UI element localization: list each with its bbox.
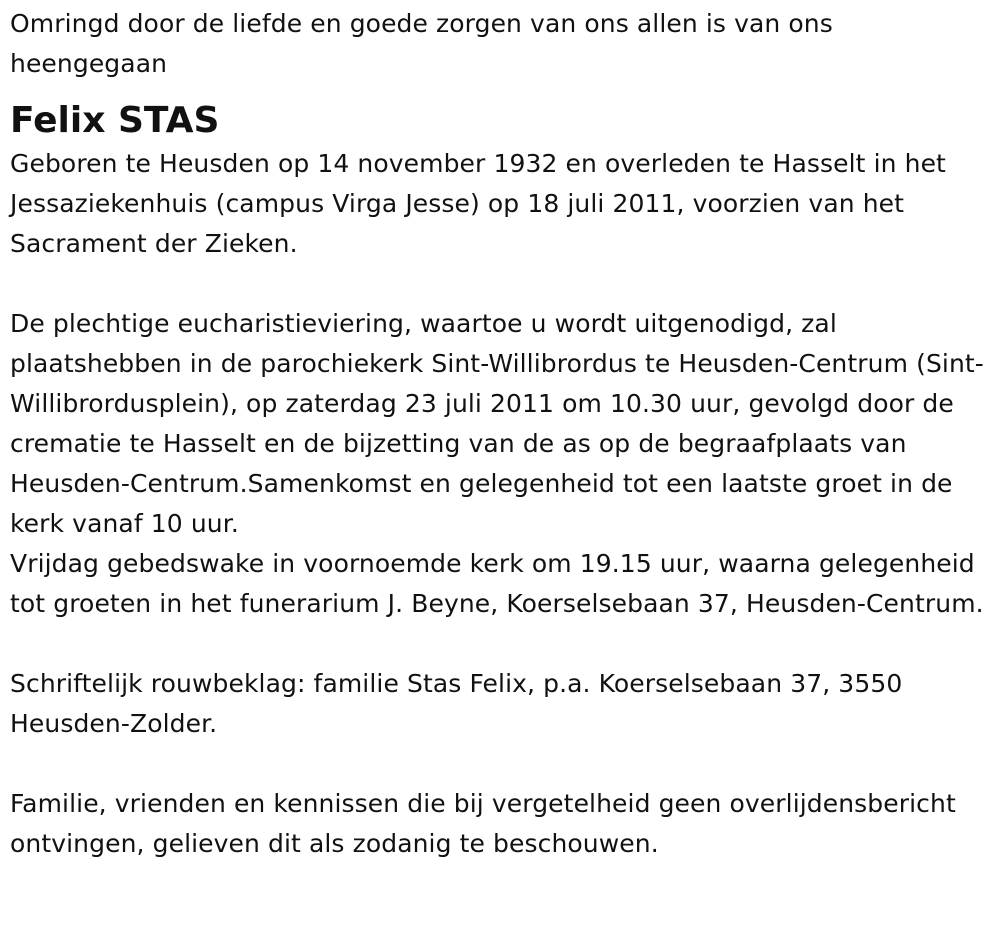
spacer bbox=[10, 744, 990, 784]
ceremony-text: De plechtige eucharistieviering, waartoe u wordt uitgenodigd, zal plaatshebben in de parochiekerk Sint-Willibrordus te Heusden-Centrum (Sint-Willibrordusplein), op zaterdag 23 juli 2011 om 10.30 uur, gevolgd door de crematie te Hasselt en de bijzetting van de as op de begraafplaats van Heusden-Centrum.Samenkomst en gelegenheid tot een laatste groet in de kerk vanaf 10 uur. bbox=[10, 309, 984, 538]
birth-death-text: Geboren te Heusden op 14 november 1932 en overleden te Hasselt in het Jessaziekenhuis (campus Virga Jesse) op 18 juli 2011, voorzien van het Sacrament der Zieken. bbox=[10, 149, 946, 258]
spacer bbox=[10, 264, 990, 304]
condolences-text: Schriftelijk rouwbeklag: familie Stas Felix, p.a. Koerselsebaan 37, 3550 Heusden-Zolder. bbox=[10, 669, 903, 738]
spacer bbox=[10, 624, 990, 664]
closing-text: Familie, vrienden en kennissen die bij vergetelheid geen overlijdensbericht ontvingen, gelieven dit als zodanig te beschouwen. bbox=[10, 789, 956, 858]
deceased-name: Felix STAS bbox=[10, 100, 220, 141]
intro-text: Omringd door de liefde en goede zorgen van ons allen is van ons heengegaan bbox=[10, 9, 833, 78]
vigil-text: Vrijdag gebedswake in voornoemde kerk om 19.15 uur, waarna gelegenheid tot groeten in het funerarium J. Beyne, Koerselsebaan 37, Heusden-Centrum. bbox=[10, 549, 984, 618]
